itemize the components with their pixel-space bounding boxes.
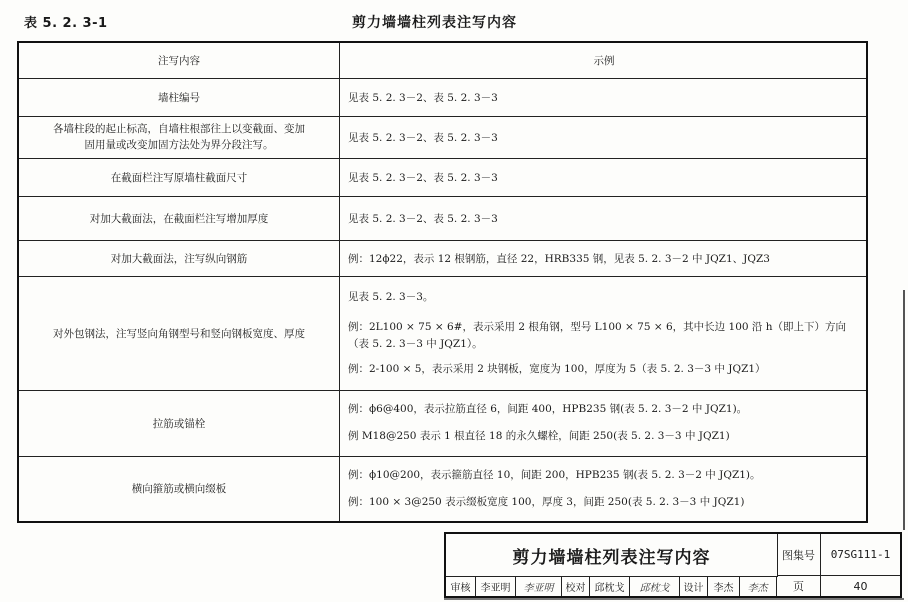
designer-name: 李杰 [708, 576, 740, 596]
row-example: 见表 5. 2. 3－2、表 5. 2. 3－3 [340, 116, 868, 158]
row-example: 见表 5. 2. 3－2、表 5. 2. 3－3 [340, 158, 868, 196]
page-number: 40 [853, 579, 868, 593]
row-example [340, 456, 868, 522]
designer-signature: 李杰 [747, 582, 768, 594]
signature-row [446, 576, 777, 596]
row-content-line: 固用量或改变加固方法处为界分段注写。 [84, 139, 274, 151]
row-content-line: 各墙柱段的起止标高，自墙柱根部往上以变截面、变加 [53, 123, 305, 135]
table-row [18, 276, 867, 390]
title-block [444, 532, 902, 598]
table-row [18, 240, 867, 276]
row-example [340, 390, 868, 456]
table-header-row [18, 42, 867, 78]
table-number: 表 5. 2. 3-1 [24, 16, 108, 31]
atlas-number-label: 图集号 [777, 534, 821, 576]
row-example: 见表 5. 2. 3－2、表 5. 2. 3－3 [340, 78, 868, 116]
example-line: 见表 5. 2. 3－3。 [348, 290, 434, 303]
example-line: 例 M18@250 表示 1 根直径 18 的永久螺栓，间距 250(表 5. 2. 3－3 中 JQZ1) [348, 430, 730, 442]
review-label: 审核 [446, 576, 476, 596]
atlas-number: 07SG111-1 [821, 534, 900, 576]
row-example [340, 276, 868, 390]
title-block-title: 剪力墙墙柱列表注写内容 [446, 534, 778, 577]
row-content: 墙柱编号 [18, 78, 340, 116]
row-content: 对加大截面法，在截面栏注写增加厚度 [18, 196, 340, 240]
scan-edge-rule [903, 290, 905, 530]
example-line: 例：100 × 3@250 表示缀板宽度 100，厚度 3，间距 250(表 5. 2. 3－3 中 JQZ1) [348, 495, 745, 508]
row-example: 例：12ϕ22，表示 12 根钢筋，直径 22，HRB335 钢，见表 5. 2. 3－2 中 JQZ1、JQZ3 [340, 240, 868, 276]
table-row [18, 390, 867, 456]
table-row [18, 78, 867, 116]
example-line: 例：ϕ10@200，表示箍筋直径 10，间距 200，HPB235 钢(表 5. 2. 3－2 中 JQZ1)。 [348, 468, 761, 481]
example-line: 例：2-100 × 5，表示采用 2 块钢板，宽度为 100，厚度为 5（表 5. 2. 3－3 中 JQZ1） [348, 362, 766, 375]
example-line: 例：2L100 × 75 × 6#，表示采用 2 根角钢，型号 L100 × 75 × 6，其中长边 100 沿 h（即上下）方向（表 5. 2. 3－3 中 JQZ1）。 [348, 320, 846, 350]
checker-signature: 邱枕戈 [630, 576, 680, 596]
row-content: 拉筋或锚栓 [18, 390, 340, 456]
checker-name: 邱枕戈 [590, 576, 630, 596]
bottom-rule [444, 598, 904, 600]
table-title: 剪力墙墙柱列表注写内容 [352, 15, 517, 31]
check-label: 校对 [562, 576, 590, 596]
reviewer-signature: 李亚明 [516, 576, 562, 596]
reviewer-name: 李亚明 [476, 576, 516, 596]
row-content: 对外包钢法，注写竖向角钢型号和竖向钢板宽度、厚度 [18, 276, 340, 390]
design-label: 设计 [680, 576, 708, 596]
table-row [18, 158, 867, 196]
row-example: 见表 5. 2. 3－2、表 5. 2. 3－3 [340, 196, 868, 240]
row-content: 在截面栏注写原墙柱截面尺寸 [18, 158, 340, 196]
row-content: 横向箍筋或横向缀板 [18, 456, 340, 522]
col-header-example: 示例 [340, 42, 868, 78]
table-row [18, 456, 867, 522]
row-content: 对加大截面法，注写纵向钢筋 [18, 240, 340, 276]
example-line: 例：ϕ6@400，表示拉筋直径 6，间距 400，HPB235 钢(表 5. 2. 3－2 中 JQZ1)。 [348, 403, 748, 415]
table-row [18, 116, 867, 158]
content-table [17, 41, 868, 523]
table-row [18, 196, 867, 240]
row-content [18, 116, 340, 158]
col-header-content: 注写内容 [18, 42, 340, 78]
page-label: 页 [777, 576, 821, 596]
